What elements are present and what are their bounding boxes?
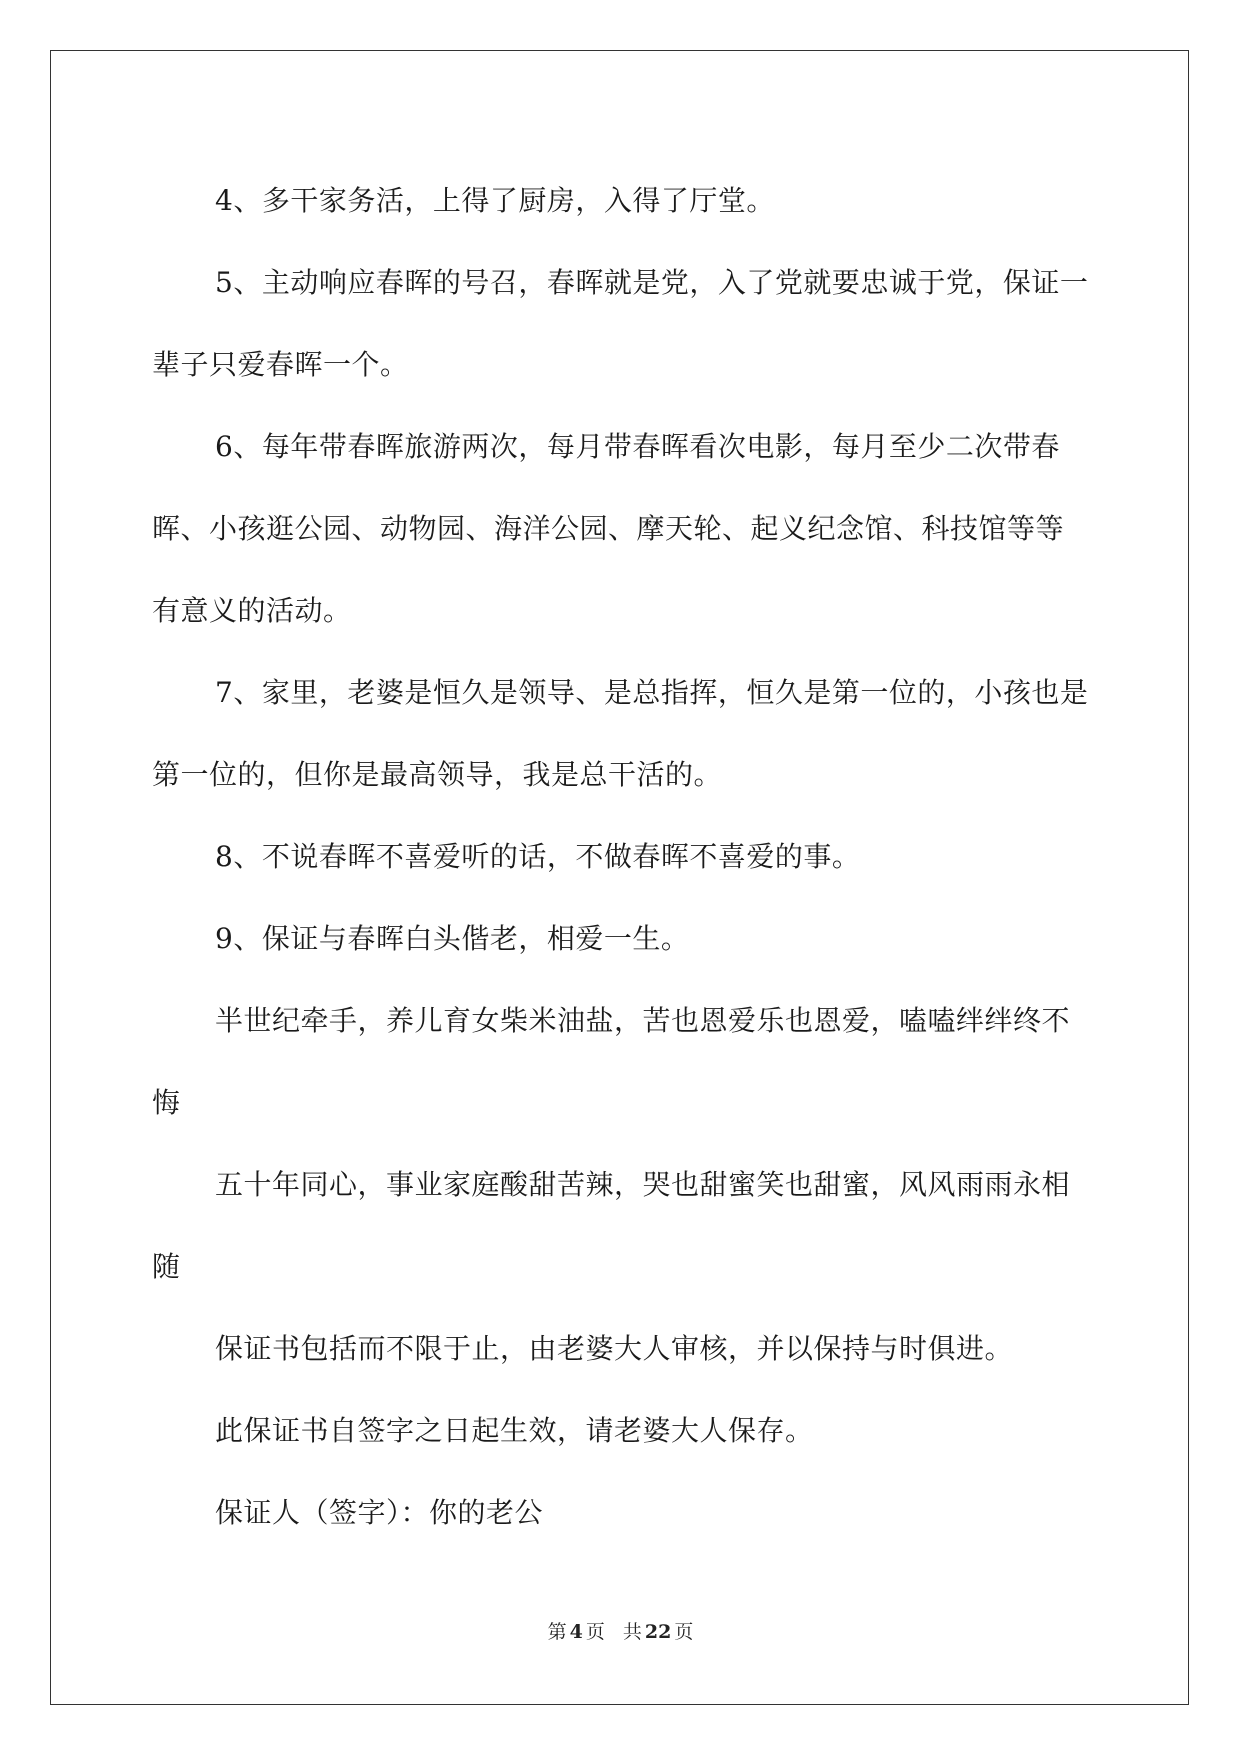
footer-total-suffix: 页 xyxy=(674,1621,694,1643)
page-footer xyxy=(0,1617,1241,1644)
footer-page-number: 4 xyxy=(569,1621,583,1643)
paragraph-review-note: 保证书包括而不限于止，由老婆大人审核，并以保持与时俱进。 xyxy=(215,1332,1014,1365)
paragraph-signature-line: 保证人（签字）：你的老公 xyxy=(215,1496,544,1529)
paragraph-item-9: 9、保证与春晖白头偕老，相爱一生。 xyxy=(215,922,690,955)
footer-total-prefix: 共 xyxy=(622,1621,642,1643)
paragraph-item-6: 6、每年带春晖旅游两次，每月带春晖看次电影，每月至少二次带春晖、小孩逛公园、动物园、海洋公园、摩天轮、起义纪念馆、科技馆等等有意义的活动。 xyxy=(152,430,1065,627)
paragraph-item-5: 5、主动响应春晖的号召，春晖就是党，入了党就要忠诚于党，保证一辈子只爱春晖一个。 xyxy=(152,266,1089,381)
paragraph-item-4: 4、多干家务活，上得了厨房，入得了厅堂。 xyxy=(215,184,775,217)
paragraph-item-8: 8、不说春晖不喜爱听的话，不做春晖不喜爱的事。 xyxy=(215,840,861,873)
paragraph-couplet-1: 半世纪牵手，养儿育女柴米油盐，苦也恩爱乐也恩爱，嗑嗑绊绊终不悔 xyxy=(152,1004,1071,1119)
paragraph-item-7: 7、家里，老婆是恒久是领导、是总指挥，恒久是第一位的，小孩也是第一位的，但你是最高领导，我是总干活的。 xyxy=(152,676,1089,791)
footer-total-pages: 22 xyxy=(644,1621,672,1643)
paragraph-effective-note: 此保证书自签字之日起生效，请老婆大人保存。 xyxy=(215,1414,814,1447)
document-body xyxy=(152,160,1092,1554)
footer-prefix: 第 xyxy=(547,1621,567,1643)
footer-page-suffix: 页 xyxy=(585,1621,605,1643)
paragraph-couplet-2: 五十年同心，事业家庭酸甜苦辣，哭也甜蜜笑也甜蜜，风风雨雨永相随 xyxy=(152,1168,1071,1283)
